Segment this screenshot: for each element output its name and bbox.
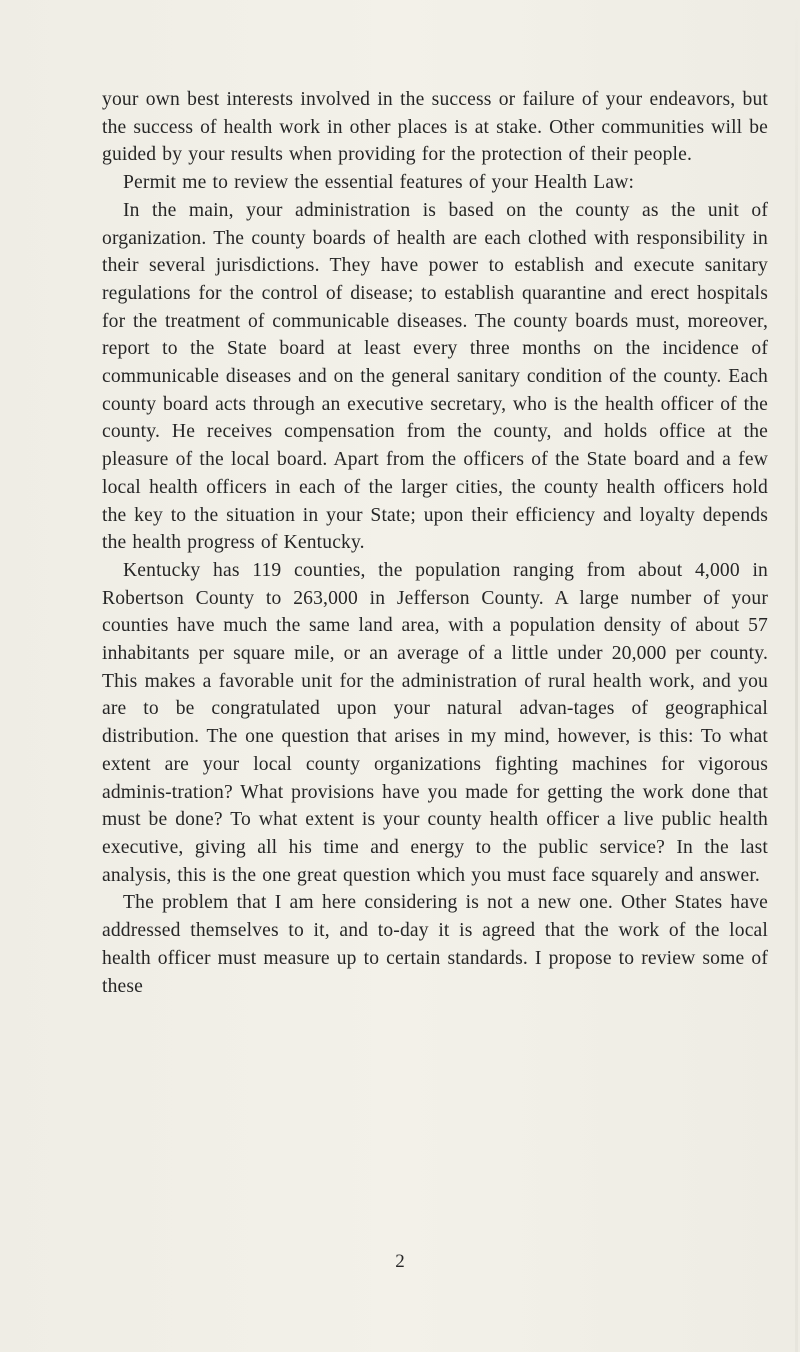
page-edge-shadow	[795, 0, 798, 1352]
paragraph-health-law-intro: Permit me to review the essential features of your Health Law:	[123, 172, 635, 194]
paragraph-continuation: your own best interests involved in the success or failure of your endeavors, but the success of health work in other places is at stake. Other communities will be guided by your results when providing for the protection of their people.	[102, 89, 768, 166]
body-text	[102, 86, 768, 1000]
paragraph-problem-standards: The problem that I am here considering is not a new one. Other States have addressed themselves to it, and to-day it is agreed that the work of the local health officer must measure up to certain standards. I propose to review some of these	[102, 892, 768, 997]
paragraph-county-administration: In the main, your administration is based on the county as the unit of organization. The county boards of health are each clothed with responsibility in their several jurisdictions. They have power to establish and execute sanitary regulations for the control of disease; to establish quarantine and erect hospitals for the treatment of communicable diseases. The county boards must, moreover, report to the State board at least every three months on the incidence of communicable diseases and on the general sanitary condition of the county. Each county board acts through an executive secretary, who is the health officer of the county. He receives compensation from the county, and holds office at the pleasure of the local board. Apart from the officers of the State board and a few local health officers in each of the larger cities, the county health officers hold the key to the situation in your State; upon their efficiency and loyalty depends the health progress of Kentucky.	[102, 199, 768, 554]
page-number: 2	[395, 1251, 405, 1272]
paragraph-kentucky-counties: Kentucky has 119 counties, the population ranging from about 4,000 in Robertson County to 263,000 in Jefferson County. A large number of your counties have much the same land area, with a population density of about 57 inhabitants per square mile, or an average of a little under 20,000 per county. This makes a favorable unit for the administration of rural health work, and you are to be congratulated upon your natural advan-tages of geographical distribution. The one question that arises in my mind, however, is this: To what extent are your local county organizations fighting machines for vigorous adminis-tration? What provisions have you made for getting the work done that must be done? To what extent is your county health officer a live public health executive, giving all his time and energy to the public service? In the last analysis, this is the one great question which you must face squarely and answer.	[102, 559, 768, 886]
